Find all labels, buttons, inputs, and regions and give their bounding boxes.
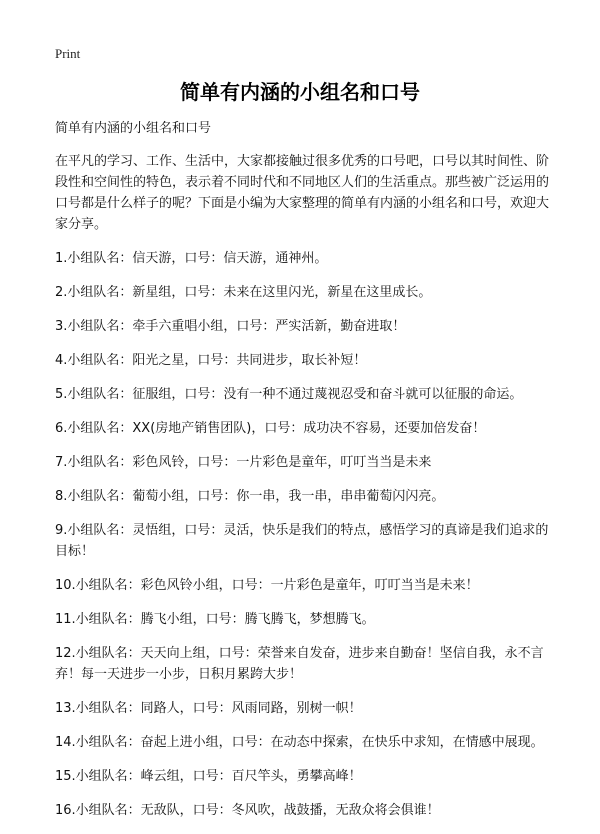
list-item: 5.小组队名：征服组，口号：没有一种不通过蔑视忍受和奋斗就可以征服的命运。 xyxy=(55,387,523,402)
list-item: 13.小组队名：同路人，口号：风雨同路，别树一帜！ xyxy=(55,701,362,716)
slogan-list xyxy=(55,248,555,821)
list-item: 15.小组队名：峰云组，口号：百尺竿头，勇攀高峰！ xyxy=(55,769,362,784)
list-item: 3.小组队名：牵手六重唱小组，口号：严实活新，勤奋进取！ xyxy=(55,319,406,334)
list-item: 12.小组队名：天天向上组，口号：荣誉来自发奋，进步来自勤奋！坚信自我，永不言弃！每一天进步一小步，日积月累跨大步！ xyxy=(55,646,544,682)
list-item: 4.小组队名：阳光之星，口号：共同进步，取长补短！ xyxy=(55,353,367,368)
list-item: 8.小组队名：葡萄小组，口号：你一串，我一串，串串葡萄闪闪亮。 xyxy=(55,489,445,504)
article-body xyxy=(55,118,555,834)
list-item: 2.小组队名：新星组，口号：未来在这里闪光，新星在这里成长。 xyxy=(55,285,432,300)
list-item: 7.小组队名：彩色风铃，口号：一片彩色是童年，叮叮当当是未来 xyxy=(55,455,432,470)
article-subtitle: 简单有内涵的小组名和口号 xyxy=(55,121,212,136)
list-item: 11.小组队名：腾飞小组，口号：腾飞腾飞，梦想腾飞。 xyxy=(55,612,375,627)
list-item: 9.小组队名：灵悟组，口号：灵活，快乐是我们的特点，感悟学习的真谛是我们追求的目标！ xyxy=(55,523,549,559)
print-link[interactable]: Print xyxy=(55,46,81,61)
list-item: 16.小组队名：无敌队，口号：冬风吹，战鼓播，无敌众将会俱谁！ xyxy=(55,803,440,818)
list-item: 1.小组队名：信天游，口号：信天游，通神州。 xyxy=(55,251,328,266)
list-item: 10.小组队名：彩色风铃小组，口号：一片彩色是童年，叮叮当当是未来！ xyxy=(55,578,479,593)
page-title: 简单有内涵的小组名和口号 xyxy=(180,80,420,104)
list-item: 14.小组队名：奋起上进小组，口号：在动态中探索，在快乐中求知，在情感中展现。 xyxy=(55,735,544,750)
list-item: 6.小组队名：XX(房地产销售团队)，口号：成功决不容易，还要加倍发奋！ xyxy=(55,421,486,436)
article-intro: 在平凡的学习、工作、生活中，大家都接触过很多优秀的口号吧，口号以其时间性、阶段性和空间性的特色，表示着不同时代和不同地区人们的生活重点。那些被广泛运用的口号都是什么样子的呢？下面是小编为大家整理的简单有内涵的小组名和口号，欢迎大家分享。 xyxy=(55,154,550,232)
